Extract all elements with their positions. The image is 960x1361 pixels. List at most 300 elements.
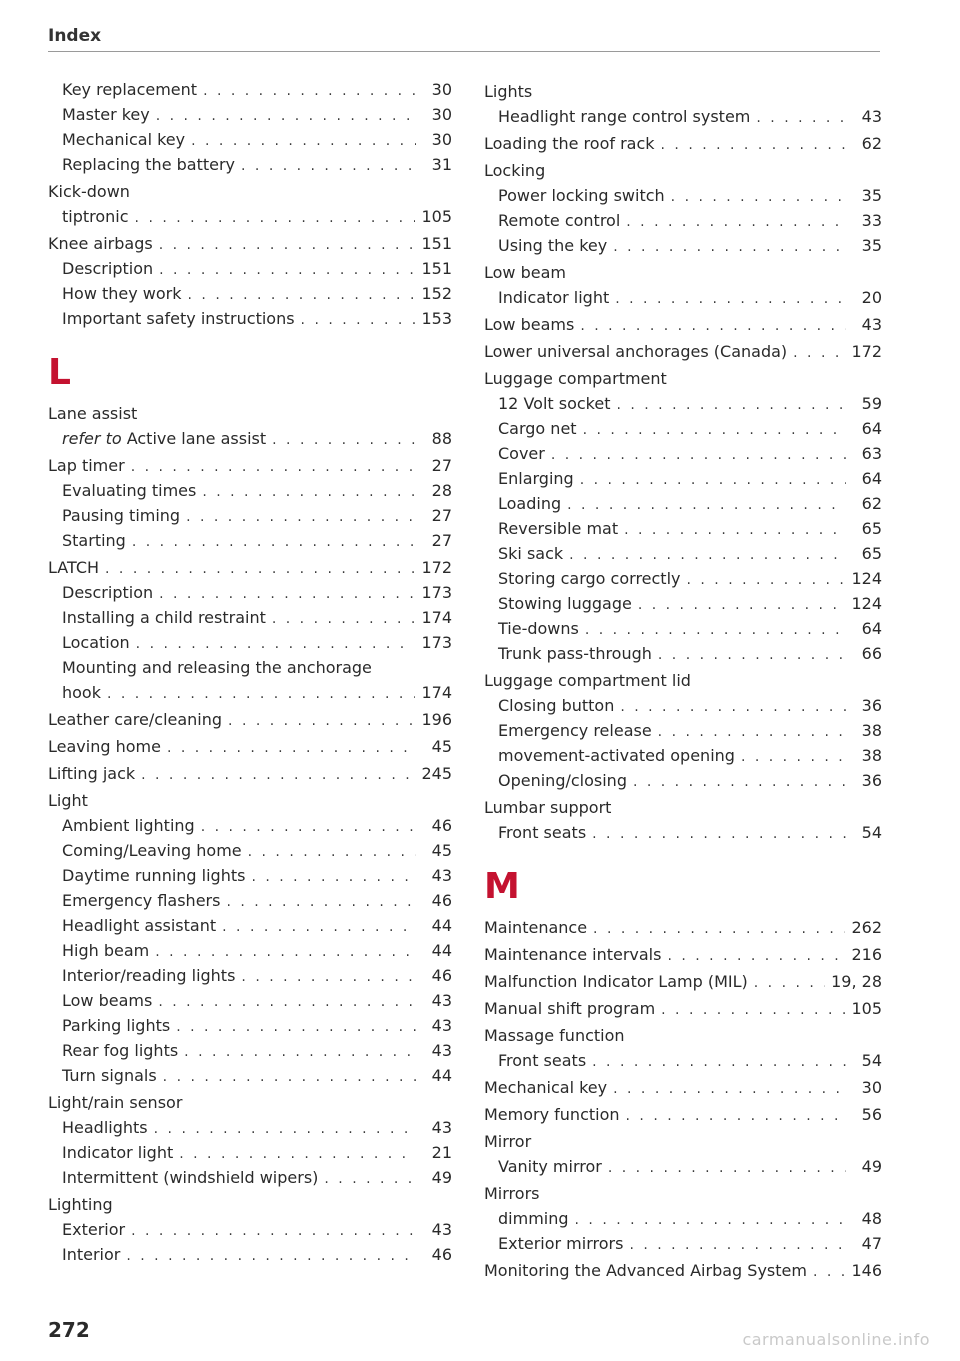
entry-title: Mirror <box>484 1132 532 1151</box>
index-subentry <box>48 888 452 913</box>
entry-page-number: 35 <box>861 236 882 255</box>
index-subentry <box>48 580 452 605</box>
index-subentry <box>48 813 452 838</box>
entry-title: Important safety instructions <box>62 309 295 328</box>
dot-leader <box>661 998 845 1023</box>
entry-page-number: 59 <box>861 394 882 413</box>
index-subentry <box>484 391 882 416</box>
entry-title: Headlight assistant <box>62 916 217 935</box>
entry-title: Indicator light <box>62 1143 174 1162</box>
index-subentry <box>48 1217 452 1242</box>
entry-page-number: 43 <box>431 1220 452 1239</box>
dot-leader <box>105 557 415 582</box>
dot-leader <box>629 1233 846 1258</box>
entry-page-number: 30 <box>431 80 452 99</box>
entry-page-number: 35 <box>861 186 882 205</box>
entry-title: Monitoring the Advanced Airbag System <box>484 1261 807 1280</box>
entry-title: Cover <box>498 444 545 463</box>
dot-leader <box>687 568 846 593</box>
dot-leader <box>592 1050 846 1075</box>
index-subentry <box>484 743 882 768</box>
entry-page-number: 174 <box>421 683 452 702</box>
entry-title: Lumbar support <box>484 798 612 817</box>
dot-leader <box>592 822 846 847</box>
index-entry <box>484 131 882 156</box>
index-subentry <box>484 1231 882 1256</box>
index-entry <box>484 969 882 994</box>
entry-page-number: 49 <box>431 1168 452 1187</box>
dot-leader <box>156 104 416 129</box>
entry-title: Interior <box>62 1245 121 1264</box>
entry-title: 12 Volt socket <box>498 394 611 413</box>
index-entry <box>484 795 882 820</box>
entry-page-number: 151 <box>421 234 452 253</box>
index-entry <box>48 707 452 732</box>
entry-title: Indicator light <box>498 288 610 307</box>
index-subentry <box>484 591 882 616</box>
index-subentry <box>484 1048 882 1073</box>
dot-leader <box>203 79 416 104</box>
index-entry <box>484 668 882 693</box>
entry-page-number: 44 <box>431 1066 452 1085</box>
dot-leader <box>613 235 846 260</box>
entry-page-number: 43 <box>861 315 882 334</box>
entry-page-number: 62 <box>861 134 882 153</box>
entry-title: Exterior <box>62 1220 126 1239</box>
index-subentry <box>484 416 882 441</box>
entry-title: Leaving home <box>48 737 161 756</box>
entry-title: How they work <box>62 284 182 303</box>
entry-page-number: 27 <box>431 456 452 475</box>
index-subentry <box>484 208 882 233</box>
dot-leader <box>551 443 846 468</box>
dot-leader <box>793 341 845 366</box>
index-entry <box>484 1102 882 1127</box>
dot-leader <box>324 1167 416 1192</box>
dot-leader <box>241 965 416 990</box>
entry-page-number: 65 <box>861 544 882 563</box>
entry-page-number: 146 <box>851 1261 882 1280</box>
dot-leader <box>131 1219 416 1244</box>
entry-page-number: 173 <box>421 633 452 652</box>
dot-leader <box>131 455 416 480</box>
entry-title: Trunk pass-through <box>498 644 652 663</box>
dot-leader <box>620 695 846 720</box>
dot-leader <box>741 745 846 770</box>
section-letter: L <box>48 352 71 393</box>
entry-title: Loading the roof rack <box>484 134 655 153</box>
index-subentry <box>48 1140 452 1165</box>
entry-page-number: 43 <box>431 1118 452 1137</box>
index-subentry <box>48 1013 452 1038</box>
index-entry <box>484 260 882 285</box>
entry-title: Lights <box>484 82 533 101</box>
entry-title: Ambient lighting <box>62 816 195 835</box>
entry-title: Cargo net <box>498 419 577 438</box>
index-subentry <box>484 566 882 591</box>
index-entry <box>484 1129 882 1154</box>
entry-title: Pausing timing <box>62 506 181 525</box>
entry-title: Description <box>62 259 154 278</box>
dot-leader <box>202 480 416 505</box>
index-entry <box>484 915 882 940</box>
dot-leader <box>583 418 846 443</box>
entry-title: Starting <box>62 531 126 550</box>
entry-title: Lap timer <box>48 456 125 475</box>
dot-leader <box>179 1142 416 1167</box>
entry-title: Headlight range control system <box>498 107 751 126</box>
entry-title: Lower universal anchorages (Canada) <box>484 342 788 361</box>
index-entry <box>48 555 452 580</box>
index-entry <box>48 1090 452 1115</box>
entry-page-number: 43 <box>861 107 882 126</box>
entry-page-number: 27 <box>431 506 452 525</box>
entry-title: Daytime running lights <box>62 866 246 885</box>
entry-page-number: 174 <box>421 608 452 627</box>
dot-leader <box>186 505 416 530</box>
index-entry <box>484 1258 882 1283</box>
entry-title: Installing a child restraint <box>62 608 266 627</box>
entry-title: Leather care/cleaning <box>48 710 223 729</box>
entry-title: Key replacement <box>62 80 198 99</box>
entry-title: Replacing the battery <box>62 155 236 174</box>
entry-title: Vanity mirror <box>498 1157 602 1176</box>
entry-title: Mechanical key <box>484 1078 608 1097</box>
dot-leader <box>228 709 415 734</box>
index-subentry <box>48 1242 452 1267</box>
entry-title: hook <box>62 683 101 702</box>
index-subentry <box>484 1206 882 1231</box>
entry-page-number: 49 <box>861 1157 882 1176</box>
dot-leader <box>575 1208 846 1233</box>
index-subentry <box>48 838 452 863</box>
index-subentry <box>48 1165 452 1190</box>
index-subentry <box>484 466 882 491</box>
index-subentry <box>484 233 882 258</box>
entry-page-number: 30 <box>861 1078 882 1097</box>
dot-leader <box>272 428 416 453</box>
entry-page-number: 64 <box>861 419 882 438</box>
entry-page-number: 172 <box>851 342 882 361</box>
entry-page-number: 28 <box>431 481 452 500</box>
dot-leader <box>167 736 416 761</box>
dot-leader <box>201 815 416 840</box>
entry-page-number: 62 <box>861 494 882 513</box>
dot-leader <box>184 1040 416 1065</box>
entry-title: High beam <box>62 941 150 960</box>
index-subentry <box>48 913 452 938</box>
entry-title: Light/rain sensor <box>48 1093 183 1112</box>
dot-leader <box>658 720 846 745</box>
dot-leader <box>159 582 415 607</box>
entry-page-number: 20 <box>861 288 882 307</box>
dot-leader <box>154 1117 416 1142</box>
entry-page-number: 21 <box>431 1143 452 1162</box>
entry-title <box>62 426 266 451</box>
dot-leader <box>135 206 416 231</box>
index-subentry <box>48 306 452 331</box>
entry-title: Evaluating times <box>62 481 197 500</box>
dot-leader <box>567 493 846 518</box>
entry-page-number: 48 <box>861 1209 882 1228</box>
entry-page-number: 64 <box>861 469 882 488</box>
entry-title: Low beams <box>62 991 153 1010</box>
entry-page-number: 196 <box>421 710 452 729</box>
dot-leader <box>626 1104 846 1129</box>
dot-leader <box>136 632 416 657</box>
entry-page-number: 56 <box>861 1105 882 1124</box>
entry-title: Storing cargo correctly <box>498 569 681 588</box>
index-subentry <box>48 988 452 1013</box>
entry-page-number: 124 <box>851 594 882 613</box>
entry-page-number: 27 <box>431 531 452 550</box>
entry-page-number: 54 <box>861 1051 882 1070</box>
entry-page-number: 216 <box>851 945 882 964</box>
dot-leader <box>176 1015 416 1040</box>
entry-page-number: 43 <box>431 1041 452 1060</box>
watermark-text: carmanualsonline.info <box>742 1330 930 1349</box>
entry-page-number: 44 <box>431 941 452 960</box>
dot-leader <box>241 154 416 179</box>
index-entry <box>48 453 452 478</box>
entry-title: Memory function <box>484 1105 620 1124</box>
dot-leader <box>756 106 846 131</box>
index-subentry <box>48 528 452 553</box>
entry-title: Maintenance <box>484 918 588 937</box>
entry-title: Massage function <box>484 1026 625 1045</box>
dot-leader <box>616 393 846 418</box>
index-entry <box>484 312 882 337</box>
index-entry <box>484 158 882 183</box>
index-entry <box>48 761 452 786</box>
entry-title: Tie-downs <box>498 619 579 638</box>
dot-leader <box>580 314 846 339</box>
entry-page-number: 245 <box>421 764 452 783</box>
index-subentry <box>484 641 882 666</box>
entry-title: Lighting <box>48 1195 113 1214</box>
entry-page-number: 63 <box>861 444 882 463</box>
entry-title: Intermittent (windshield wipers) <box>62 1168 319 1187</box>
dot-leader <box>667 944 845 969</box>
index-column-left <box>48 77 452 1267</box>
index-entry <box>484 79 882 104</box>
index-entry <box>484 1023 882 1048</box>
entry-page-number: 151 <box>421 259 452 278</box>
dot-leader <box>191 129 416 154</box>
entry-title: Interior/reading lights <box>62 966 236 985</box>
index-subentry <box>48 503 452 528</box>
index-entry <box>48 1192 452 1217</box>
dot-leader <box>248 840 416 865</box>
entry-page-number: 38 <box>861 746 882 765</box>
entry-page-number: 66 <box>861 644 882 663</box>
entry-title: Front seats <box>498 823 587 842</box>
entry-page-number: 173 <box>421 583 452 602</box>
header-rule <box>48 51 880 52</box>
entry-title: Low beams <box>484 315 575 334</box>
index-subentry <box>48 1115 452 1140</box>
entry-title: Turn signals <box>62 1066 157 1085</box>
entry-page-number: 65 <box>861 519 882 538</box>
dot-leader <box>222 915 416 940</box>
entry-page-number: 152 <box>421 284 452 303</box>
dot-leader <box>126 1244 416 1269</box>
entry-title: Headlights <box>62 1118 148 1137</box>
index-entry <box>484 996 882 1021</box>
dot-leader <box>226 890 416 915</box>
entry-title: Opening/closing <box>498 771 627 790</box>
dot-leader <box>155 940 416 965</box>
index-entry <box>484 366 882 391</box>
dot-leader <box>624 518 846 543</box>
dot-leader <box>158 990 416 1015</box>
entry-title: Reversible mat <box>498 519 619 538</box>
index-subentry <box>484 441 882 466</box>
dot-leader <box>671 185 846 210</box>
dot-leader <box>613 1077 846 1102</box>
entry-page-number: 33 <box>861 211 882 230</box>
entry-title: Coming/Leaving home <box>62 841 242 860</box>
entry-page-number: 45 <box>431 737 452 756</box>
index-entry <box>48 788 452 813</box>
dot-leader <box>813 1260 846 1285</box>
dot-leader <box>159 258 415 283</box>
index-subentry <box>48 256 452 281</box>
dot-leader <box>626 210 846 235</box>
index-entry <box>484 942 882 967</box>
entry-title: Power locking switch <box>498 186 665 205</box>
entry-title: Manual shift program <box>484 999 656 1018</box>
dot-leader <box>163 1065 416 1090</box>
dot-leader <box>658 643 846 668</box>
entry-title: Parking lights <box>62 1016 171 1035</box>
entry-page-number: 36 <box>861 696 882 715</box>
index-subentry <box>484 820 882 845</box>
entry-title: Location <box>62 633 130 652</box>
entry-page-number: 43 <box>431 1016 452 1035</box>
entry-page-number: 47 <box>861 1234 882 1253</box>
index-subentry <box>48 655 452 680</box>
entry-page-number: 46 <box>431 1245 452 1264</box>
entry-title: Master key <box>62 105 150 124</box>
index-subentry <box>484 718 882 743</box>
entry-title: Exterior mirrors <box>498 1234 624 1253</box>
index-subentry <box>484 104 882 129</box>
dot-leader <box>661 133 846 158</box>
entry-page-number: 46 <box>431 891 452 910</box>
index-subentry <box>484 768 882 793</box>
entry-page-number: 88 <box>431 429 452 448</box>
entry-title: Luggage compartment lid <box>484 671 691 690</box>
index-entry <box>484 339 882 364</box>
index-subentry <box>48 152 452 177</box>
entry-title: movement-activated opening <box>498 746 735 765</box>
entry-title: Loading <box>498 494 562 513</box>
entry-title: Maintenance intervals <box>484 945 662 964</box>
dot-leader <box>633 770 846 795</box>
entry-title: Rear fog lights <box>62 1041 179 1060</box>
cross-reference-target: Active lane assist <box>121 429 267 448</box>
index-entry <box>48 401 452 426</box>
index-column-right <box>484 77 882 1283</box>
index-subentry <box>484 616 882 641</box>
dot-leader <box>638 593 846 618</box>
index-subentry <box>48 630 452 655</box>
entry-page-number: 64 <box>861 619 882 638</box>
index-entry <box>48 231 452 256</box>
entry-title: Stowing luggage <box>498 594 632 613</box>
dot-leader <box>615 287 846 312</box>
index-entry <box>48 179 452 204</box>
index-subentry <box>48 963 452 988</box>
entry-page-number: 262 <box>851 918 882 937</box>
index-subentry <box>48 102 452 127</box>
entry-page-number: 43 <box>431 866 452 885</box>
index-subentry <box>484 183 882 208</box>
index-subentry <box>484 491 882 516</box>
index-subentry <box>48 204 452 229</box>
entry-title: Lifting jack <box>48 764 136 783</box>
index-subentry <box>484 1154 882 1179</box>
index-subentry <box>48 127 452 152</box>
dot-leader <box>569 543 846 568</box>
index-subentry <box>48 281 452 306</box>
entry-page-number: 30 <box>431 105 452 124</box>
entry-page-number: 30 <box>431 130 452 149</box>
dot-leader <box>272 607 416 632</box>
dot-leader <box>251 865 416 890</box>
index-entry <box>48 734 452 759</box>
entry-page-number: 19, 28 <box>831 972 882 991</box>
entry-title: Remote control <box>498 211 621 230</box>
dot-leader <box>593 917 845 942</box>
running-header: Index <box>48 26 102 46</box>
entry-page-number: 54 <box>861 823 882 842</box>
index-subentry <box>48 1063 452 1088</box>
entry-page-number: 153 <box>421 309 452 328</box>
entry-page-number: 105 <box>421 207 452 226</box>
page-number: 272 <box>48 1318 90 1342</box>
dot-leader <box>608 1156 846 1181</box>
index-subentry <box>484 693 882 718</box>
entry-title: Locking <box>484 161 546 180</box>
index-subentry <box>48 478 452 503</box>
entry-title: Kick-down <box>48 182 130 201</box>
index-subentry <box>48 938 452 963</box>
entry-title: Emergency release <box>498 721 652 740</box>
entry-page-number: 31 <box>431 155 452 174</box>
entry-title: Enlarging <box>498 469 574 488</box>
entry-title: Ski sack <box>498 544 564 563</box>
entry-page-number: 45 <box>431 841 452 860</box>
index-subentry <box>48 605 452 630</box>
dot-leader <box>301 308 416 333</box>
entry-title: Front seats <box>498 1051 587 1070</box>
dot-leader <box>754 971 825 996</box>
cross-reference-label: refer to <box>62 429 122 448</box>
entry-title: Closing button <box>498 696 615 715</box>
entry-title: Emergency flashers <box>62 891 221 910</box>
entry-page-number: 38 <box>861 721 882 740</box>
entry-title: Low beam <box>484 263 566 282</box>
entry-title: Description <box>62 583 154 602</box>
entry-page-number: 124 <box>851 569 882 588</box>
index-subentry <box>48 77 452 102</box>
index-subentry <box>48 863 452 888</box>
entry-page-number: 43 <box>431 991 452 1010</box>
entry-title: Mirrors <box>484 1184 540 1203</box>
dot-leader <box>132 530 416 555</box>
